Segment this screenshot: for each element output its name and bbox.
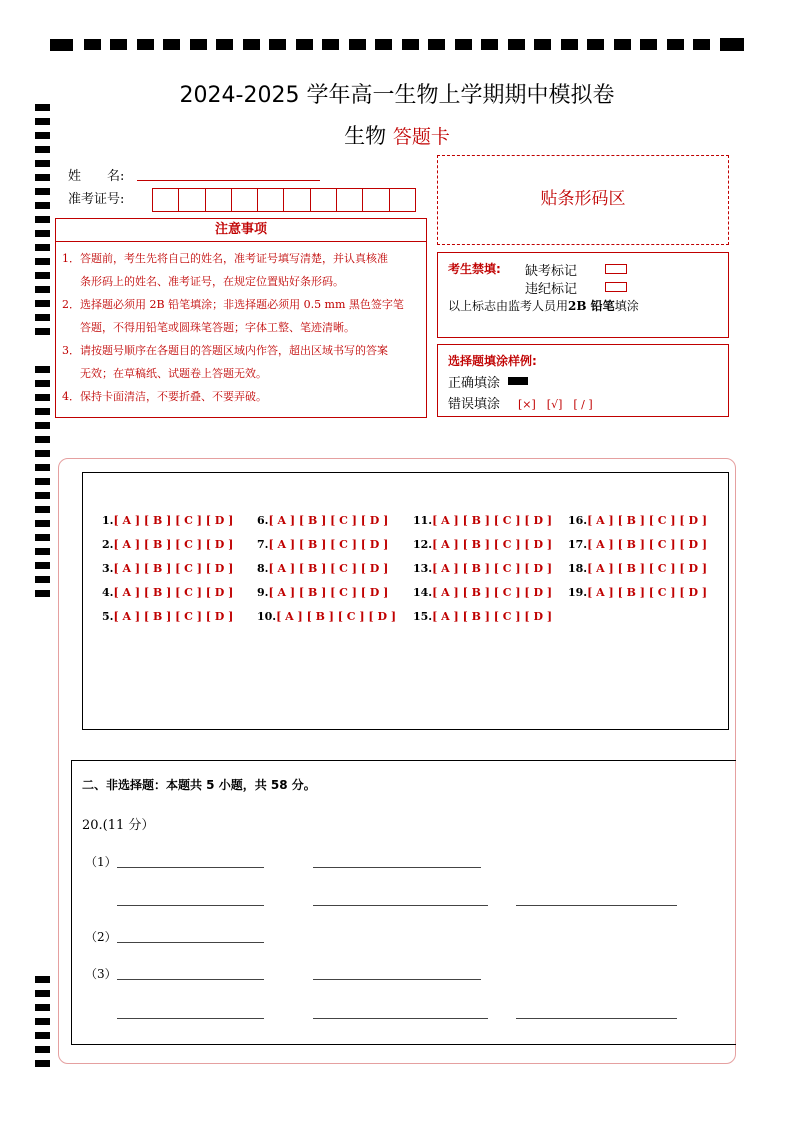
id-number-boxes[interactable] xyxy=(152,188,416,212)
forbidden-note xyxy=(448,297,639,314)
answer-line[interactable] xyxy=(313,979,481,980)
wrong-marks-sample: [×] [√] [ / ] xyxy=(518,398,593,411)
q20-part1-label: （1） xyxy=(85,855,117,869)
answer-line[interactable] xyxy=(117,979,264,980)
forbidden-title: 考生禁填: xyxy=(448,262,501,276)
absent-label: 缺考标记 xyxy=(525,264,578,279)
choice-q11[interactable]: 11.[ A ] [ B ] [ C ] [ D ] xyxy=(413,514,553,527)
choice-q6[interactable]: 6.[ A ] [ B ] [ C ] [ D ] xyxy=(257,514,389,527)
answer-line[interactable] xyxy=(117,905,264,906)
q20-label: 20.(11 分） xyxy=(82,818,155,833)
answer-line[interactable] xyxy=(117,942,264,943)
card-label: 答题卡 xyxy=(392,126,450,148)
notice-line: 4．保持卡面清洁，不要折叠、不要弄破。 xyxy=(62,390,267,403)
section2-box xyxy=(71,760,736,1045)
q20-part3-label: （3） xyxy=(85,967,117,981)
section2-title: 二、非选择题：本题共 5 小题，共 58 分。 xyxy=(82,778,316,792)
choice-q2[interactable]: 2.[ A ] [ B ] [ C ] [ D ] xyxy=(102,538,234,551)
wrong-label: 错误填涂 xyxy=(448,397,501,412)
answer-line[interactable] xyxy=(516,1018,677,1019)
notice-line: 无效；在草稿纸、试题卷上答题无效。 xyxy=(80,367,267,380)
choice-q12[interactable]: 12.[ A ] [ B ] [ C ] [ D ] xyxy=(413,538,553,551)
answer-line[interactable] xyxy=(117,1018,264,1019)
choice-q17[interactable]: 17.[ A ] [ B ] [ C ] [ D ] xyxy=(568,538,708,551)
notice-line: 2．选择题必须用 2B 铅笔填涂；非选择题必须用 0.5 mm 黑色签字笔 xyxy=(62,298,404,311)
card-subtitle xyxy=(0,120,794,150)
choice-q16[interactable]: 16.[ A ] [ B ] [ C ] [ D ] xyxy=(568,514,708,527)
subject-label: 生物 xyxy=(344,124,387,148)
choice-q14[interactable]: 14.[ A ] [ B ] [ C ] [ D ] xyxy=(413,586,553,599)
answer-line[interactable] xyxy=(313,867,481,868)
q20-part2-label: （2） xyxy=(85,930,117,944)
choice-q10[interactable]: 10.[ A ] [ B ] [ C ] [ D ] xyxy=(257,610,397,623)
notice-line: 条形码上的姓名、准考证号，在规定位置贴好条形码。 xyxy=(80,275,344,288)
violation-label: 违纪标记 xyxy=(525,282,578,297)
notice-line: 3．请按题号顺序在各题目的答题区域内作答，超出区域书写的答案 xyxy=(62,344,388,357)
id-label: 准考证号: xyxy=(68,192,125,207)
choice-q8[interactable]: 8.[ A ] [ B ] [ C ] [ D ] xyxy=(257,562,389,575)
choice-q9[interactable]: 9.[ A ] [ B ] [ C ] [ D ] xyxy=(257,586,389,599)
notice-line: 1．答题前，考生先将自己的姓名，准考证号填写清楚，并认真核准 xyxy=(62,252,388,265)
answer-line[interactable] xyxy=(117,867,264,868)
exam-title: 2024-2025 学年高一生物上学期期中模拟卷 xyxy=(179,83,615,108)
name-field[interactable] xyxy=(137,180,320,181)
choice-q4[interactable]: 4.[ A ] [ B ] [ C ] [ D ] xyxy=(102,586,234,599)
notice-line: 答题，不得用铅笔或圆珠笔答题；字体工整、笔迹清晰。 xyxy=(80,321,355,334)
choice-box xyxy=(82,472,729,730)
barcode-area: 贴条形码区 xyxy=(437,155,729,245)
choice-q1[interactable]: 1.[ A ] [ B ] [ C ] [ D ] xyxy=(102,514,234,527)
notice-title: 注意事项 xyxy=(55,218,427,242)
answer-line[interactable] xyxy=(313,1018,488,1019)
choice-q3[interactable]: 3.[ A ] [ B ] [ C ] [ D ] xyxy=(102,562,234,575)
violation-mark-box[interactable] xyxy=(605,282,627,292)
name-label: 姓 名: xyxy=(68,169,125,184)
choice-q7[interactable]: 7.[ A ] [ B ] [ C ] [ D ] xyxy=(257,538,389,551)
sample-title: 选择题填涂样例: xyxy=(448,354,537,368)
forbidden-note-end: 填涂 xyxy=(614,299,639,313)
correct-label: 正确填涂 xyxy=(448,376,501,391)
forbidden-note-text: 以上标志由监考人员用 xyxy=(448,299,569,313)
correct-fill-sample xyxy=(508,377,528,385)
forbidden-note-bold: 2B 铅笔 xyxy=(568,299,615,313)
choice-q15[interactable]: 15.[ A ] [ B ] [ C ] [ D ] xyxy=(413,610,553,623)
choice-q19[interactable]: 19.[ A ] [ B ] [ C ] [ D ] xyxy=(568,586,708,599)
answer-line[interactable] xyxy=(516,905,677,906)
choice-q13[interactable]: 13.[ A ] [ B ] [ C ] [ D ] xyxy=(413,562,553,575)
absent-mark-box[interactable] xyxy=(605,264,627,274)
answer-line[interactable] xyxy=(313,905,488,906)
choice-q18[interactable]: 18.[ A ] [ B ] [ C ] [ D ] xyxy=(568,562,708,575)
choice-q5[interactable]: 5.[ A ] [ B ] [ C ] [ D ] xyxy=(102,610,234,623)
